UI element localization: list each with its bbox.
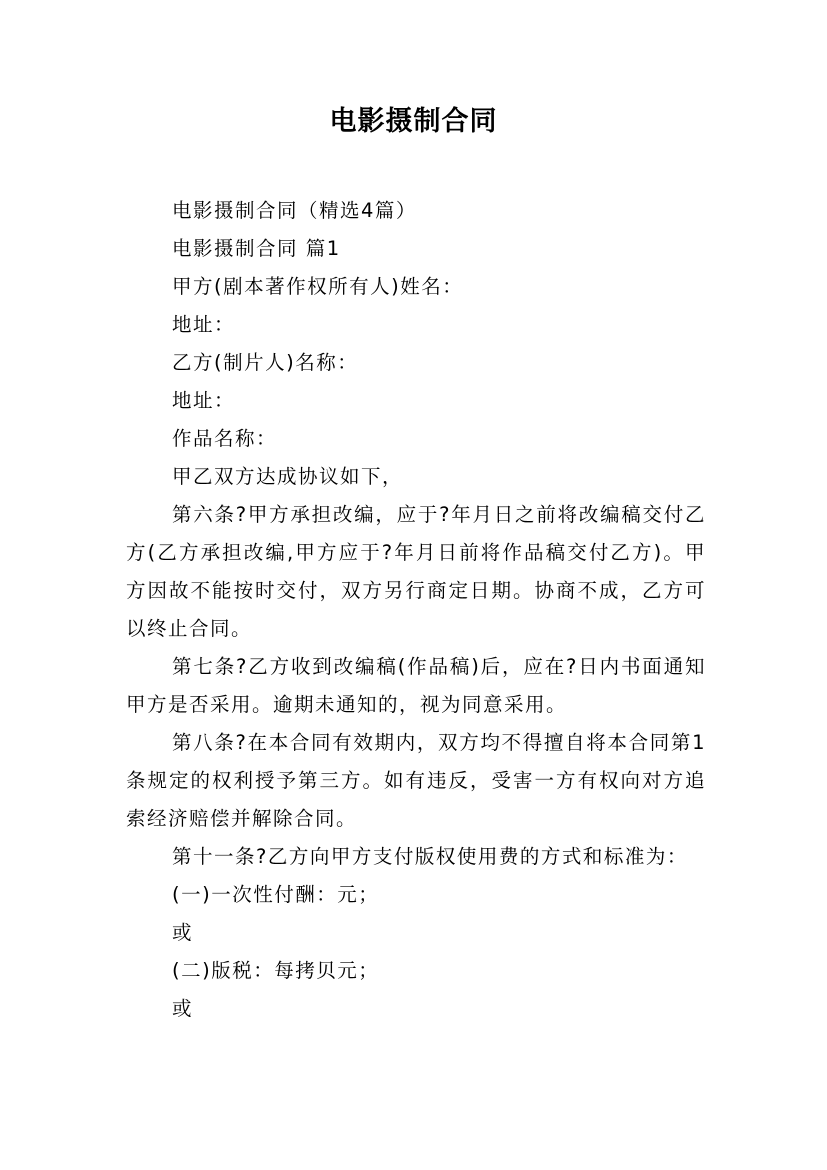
paragraph-agreement: 甲乙双方达成协议如下， <box>172 465 404 488</box>
paragraph-party-a-address: 地址： <box>172 313 236 336</box>
document-body <box>126 192 706 1028</box>
paragraph-part-heading: 电影摄制合同 篇1 <box>172 237 341 260</box>
document-title: 电影摄制合同 <box>329 106 498 137</box>
paragraph-party-b-address: 地址： <box>172 389 236 412</box>
paragraph-article-7: 第七条?乙方收到改编稿(作品稿)后，应在?日内书面通知甲方是否采用。逾期未通知的，视为同意采用。 <box>126 655 706 716</box>
paragraph-royalty: (二)版税：每拷贝元； <box>172 959 380 982</box>
paragraph-or-1: 或 <box>172 921 194 944</box>
paragraph-article-11: 第十一条?乙方向甲方支付版权使用费的方式和标准为： <box>172 845 688 868</box>
paragraph-work-name: 作品名称： <box>172 427 278 450</box>
paragraph-party-a-name: 甲方(剧本著作权所有人)姓名： <box>172 275 464 298</box>
paragraph-intro: 电影摄制合同（精选4篇） <box>172 199 417 222</box>
paragraph-lump-sum: (一)一次性付酬：元； <box>172 883 380 906</box>
paragraph-article-6: 第六条?甲方承担改编，应于?年月日之前将改编稿交付乙方(乙方承担改编,甲方应于?年月日前将作品稿交付乙方)。甲方因故不能按时交付，双方另行商定日期。协商不成，乙方可以终止合同。 <box>126 503 706 640</box>
paragraph-party-b-name: 乙方(制片人)名称： <box>172 351 359 374</box>
paragraph-article-8: 第八条?在本合同有效期内，双方均不得擅自将本合同第1条规定的权利授予第三方。如有违反，受害一方有权向对方追索经济赔偿并解除合同。 <box>126 731 706 830</box>
paragraph-or-2: 或 <box>172 997 194 1020</box>
